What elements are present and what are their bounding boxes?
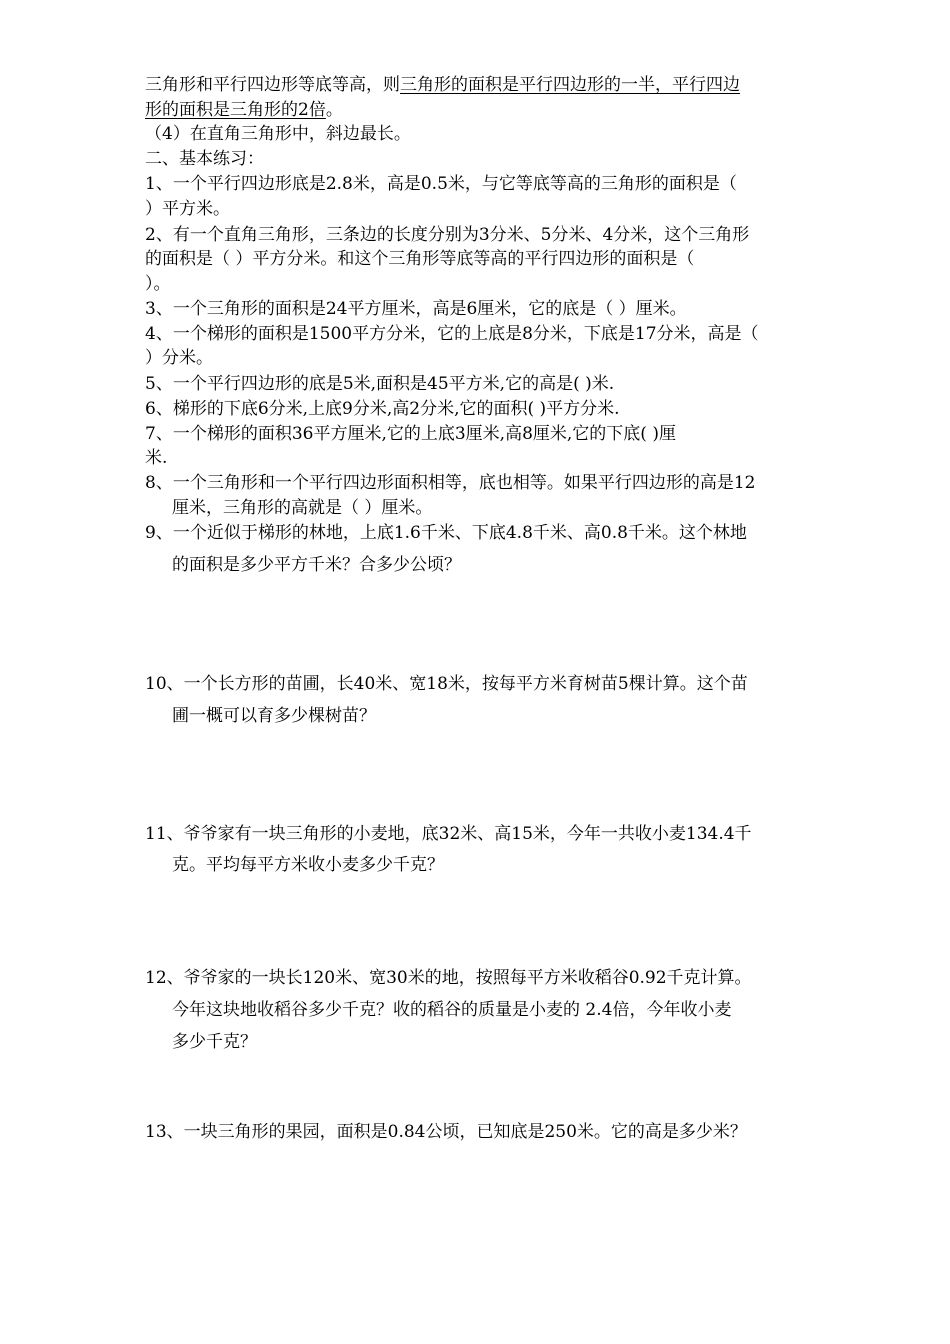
intro-underlined-text: 形的面积是三角形的2倍 (145, 100, 326, 120)
intro-line-2 (145, 98, 343, 122)
section-title: 二、基本练习： (145, 149, 264, 169)
question-12-line-2: 今年这块地收稻谷多少千克？收的稻谷的质量是小麦的 2.4倍，今年收小麦 (172, 1000, 732, 1020)
intro-line-1 (145, 73, 740, 97)
question-4-line-2: ）分米。 (145, 348, 213, 368)
question-12-line-3: 多少千克？ (172, 1032, 257, 1052)
question-12-line-1: 12、爷爷家的一块长120米、宽30米的地，按照每平方米收稻谷0.92千克计算。 (145, 968, 752, 988)
question-9-line-2: 的面积是多少平方千米？合多少公顷？ (172, 555, 461, 575)
question-4-line-1: 4、一个梯形的面积是1500平方分米，它的上底是8分米，下底是17分米，高是（ (145, 324, 759, 344)
question-6-line-1: 6、梯形的下底6分米,上底9分米,高2分米,它的面积( )平方分米. (145, 399, 620, 419)
intro-text: 三角形和平行四边形等底等高，则 (145, 75, 400, 95)
question-11-line-1: 11、爷爷家有一块三角形的小麦地，底32米、高15米，今年一共收小麦134.4千 (145, 824, 752, 844)
intro-underlined-text: 三角形的面积是平行四边形的一半，平行四边 (400, 75, 740, 95)
question-2-line-3: ）。 (145, 274, 171, 294)
question-7-line-2: 米. (145, 448, 168, 468)
intro-point-4: （4）在直角三角形中，斜边最长。 (145, 124, 411, 144)
question-11-line-2: 克。平均每平方米收小麦多少千克？ (172, 855, 444, 875)
question-8-line-2: 厘米，三角形的高就是（ ）厘米。 (172, 498, 433, 518)
question-3-line-1: 3、一个三角形的面积是24平方厘米，高是6厘米，它的底是（ ）厘米。 (145, 299, 687, 319)
question-13-line-1: 13、一块三角形的果园，面积是0.84公顷，已知底是250米。它的高是多少米？ (145, 1122, 747, 1142)
question-7-line-1: 7、一个梯形的面积36平方厘米,它的上底3厘米,高8厘米,它的下底( )厘 (145, 424, 676, 444)
question-10-line-2: 圃一概可以育多少棵树苗？ (172, 706, 376, 726)
question-2-line-1: 2、有一个直角三角形，三条边的长度分别为3分米、5分米、4分米，这个三角形 (145, 225, 750, 245)
question-1-line-1: 1、一个平行四边形底是2.8米，高是0.5米，与它等底等高的三角形的面积是（ (145, 174, 737, 194)
question-2-line-2: 的面积是（ ）平方分米。和这个三角形等底等高的平行四边形的面积是（ (145, 249, 695, 269)
question-1-line-2: ）平方米。 (145, 199, 230, 219)
question-9-line-1: 9、一个近似于梯形的林地，上底1.6千米、下底4.8千米、高0.8千米。这个林地 (145, 523, 747, 543)
question-10-line-1: 10、一个长方形的苗圃，长40米、宽18米，按每平方米育树苗5棵计算。这个苗 (145, 674, 748, 694)
question-8-line-1: 8、一个三角形和一个平行四边形面积相等，底也相等。如果平行四边形的高是12 (145, 473, 756, 493)
intro-text: 。 (325, 100, 343, 120)
question-5-line-1: 5、一个平行四边形的底是5米,面积是45平方米,它的高是( )米. (145, 374, 615, 394)
